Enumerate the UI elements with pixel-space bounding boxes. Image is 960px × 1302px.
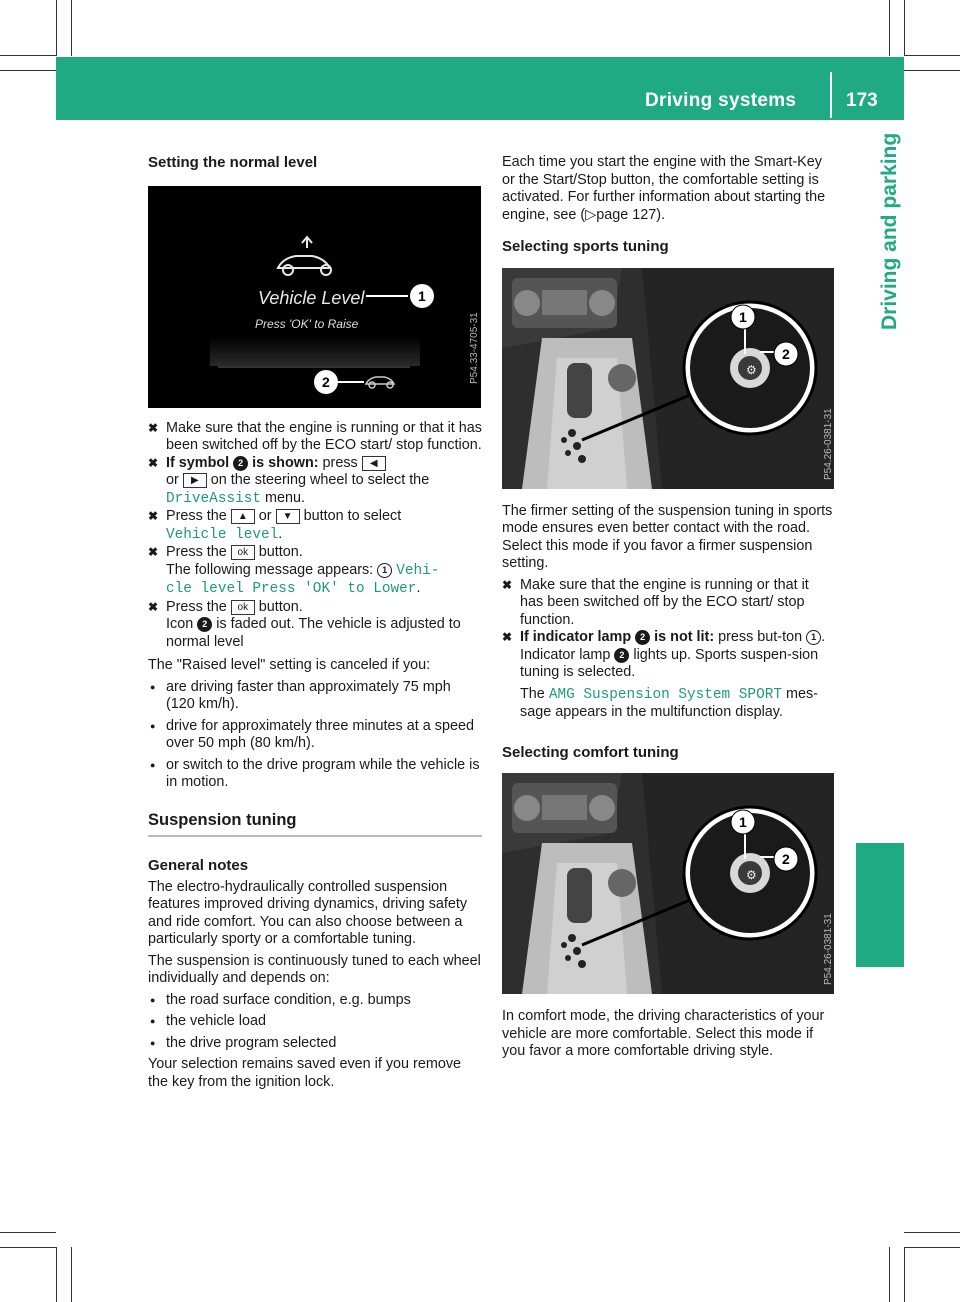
list-item: ● the drive program selected	[148, 1035, 482, 1053]
display-subtitle: Press 'OK' to Raise	[255, 316, 359, 331]
suspension-icon: ⚙	[746, 868, 757, 882]
list-item: ● the vehicle load	[148, 1013, 482, 1031]
list-item: ● are driving faster than approximately 75 mph (120 km/h).	[148, 679, 482, 714]
sports-paragraph: The firmer setting of the suspension tuning in sports mode ensures even better contact with the road. Select this mode if you favor a firmer suspension setting.	[502, 502, 833, 571]
figure-code: P54.33-4705-31	[469, 311, 480, 384]
figure-code: P54.26-0381-31	[823, 913, 834, 985]
step-4: ✖ Press the ok button. The following message appears: 1 Vehi‐ cle level Press 'OK' to Lower.	[148, 544, 482, 599]
crop-mark	[904, 1232, 960, 1233]
crop-mark	[56, 1247, 57, 1302]
suspension-icon: ⚙	[746, 362, 757, 377]
console-figure-sports	[502, 268, 834, 489]
left-column	[148, 154, 482, 1091]
callout-1: 1	[739, 308, 747, 325]
list-item: ● or switch to the drive program while the vehicle is in motion.	[148, 757, 482, 792]
page-ref-arrow-icon: ▷	[585, 206, 597, 223]
crop-mark	[56, 0, 57, 56]
header-divider	[830, 72, 832, 118]
crop-mark	[71, 0, 72, 56]
list-item: ● the road surface condition, e.g. bumps	[148, 992, 482, 1010]
general-paragraph-3: Your selection remains saved even if you remove the key from the ignition lock.	[148, 1056, 462, 1090]
comfort-paragraph: In comfort mode, the driving characteristics of your vehicle are more comfortable. Select this mode if you favor a more comfortable driving style.	[502, 1008, 825, 1059]
general-paragraph-2: The suspension is continuously tuned to each wheel individually and depends on:	[148, 952, 481, 986]
heading-suspension-tuning: Suspension tuning	[148, 810, 297, 829]
crop-mark	[904, 1247, 960, 1248]
callout-2-icon: 2	[197, 617, 212, 632]
sports-step-2: ✖ If indicator lamp 2 is not lit: press but-ton 1 . Indicator lamp 2 lights up. Sports suspen-sion tuning is selected.	[502, 629, 834, 682]
sports-step-1: ✖ Make sure that the engine is running or that it has been switched off by the ECO start/ stop function.	[502, 577, 834, 630]
crop-mark	[0, 1232, 56, 1233]
callout-1-icon: 1	[806, 630, 821, 645]
callout-1: 1	[739, 814, 747, 830]
callout-2: 2	[782, 345, 790, 362]
callout-2: 2	[782, 851, 790, 867]
crop-mark	[904, 70, 960, 71]
general-paragraph-1: The electro-hydraulically controlled suspension features improved driving dynamics, driving safety and ride comfort. You can also choose between a particularly sporty or a comfortable tuning.	[148, 878, 468, 947]
crop-mark	[0, 1247, 56, 1248]
step-3: ✖ Press the ▲ or ▼ button to select Vehicle level.	[148, 508, 482, 544]
display-figure	[148, 186, 481, 408]
small-car-icon	[366, 377, 394, 388]
crop-mark	[904, 55, 960, 56]
callout-2-icon: 2	[635, 630, 650, 645]
up-arrow-key-icon: ▲	[231, 509, 255, 524]
crop-mark	[904, 0, 905, 56]
callout-2: 2	[322, 373, 330, 390]
intro-paragraph: Each time you start the engine with the Smart-Key or the Start/Stop button, the comfortable setting is activated. For further information about starting the engine, see (▷page 127).	[502, 154, 826, 223]
crop-mark	[71, 1247, 72, 1302]
center-console-image	[502, 268, 834, 489]
side-tab-marker	[856, 843, 904, 967]
canceled-intro: The "Raised level" setting is canceled if you:	[148, 657, 431, 673]
callout-2-icon: 2	[233, 456, 248, 471]
step-1: ✖ Make sure that the engine is running or that it has been switched off by the ECO start/ stop function.	[148, 420, 482, 455]
heading-sports-tuning: Selecting sports tuning	[502, 238, 669, 255]
right-arrow-key-icon: ▶	[183, 473, 207, 488]
section-title: Driving systems	[645, 90, 797, 111]
heading-normal-level: Setting the normal level	[148, 154, 318, 171]
crop-mark	[0, 55, 56, 56]
crop-mark	[889, 0, 890, 56]
ok-key-icon: ok	[231, 600, 255, 615]
page-number: 173	[846, 90, 878, 111]
crop-mark	[904, 1247, 905, 1302]
right-column	[502, 154, 834, 1061]
left-arrow-key-icon: ◀	[362, 456, 386, 471]
figure-code: P54.26-0381-31	[823, 407, 834, 480]
crop-mark	[0, 70, 56, 71]
callout-2-icon: 2	[614, 648, 629, 663]
heading-general-notes: General notes	[148, 857, 249, 874]
heading-comfort-tuning: Selecting comfort tuning	[502, 743, 679, 761]
instrument-display	[148, 186, 481, 408]
raised-car-icon	[278, 237, 331, 275]
ok-key-icon: ok	[231, 545, 255, 560]
callout-1-icon: 1	[377, 563, 392, 578]
sports-step-2-message: The AMG Suspension System SPORT mes-sage appears in the multifunction display.	[520, 685, 818, 720]
down-arrow-key-icon: ▼	[276, 509, 300, 524]
callout-1: 1	[418, 287, 426, 304]
heading-rule	[148, 835, 482, 837]
step-5: ✖ Press the ok button. Icon 2 is faded out. The vehicle is adjusted to normal level	[148, 599, 482, 652]
console-figure-comfort	[502, 773, 834, 994]
list-item: ● drive for approximately three minutes at a speed over 50 mph (80 km/h).	[148, 718, 482, 753]
side-tab-label: Driving and parking	[878, 132, 901, 330]
crop-mark	[889, 1247, 890, 1302]
display-title: Vehicle Level	[258, 287, 365, 308]
center-console-image	[502, 773, 834, 994]
step-2: ✖ If symbol 2 is shown: press ◀ or ▶ on the steering wheel to select the DriveAssist menu.	[148, 455, 482, 509]
